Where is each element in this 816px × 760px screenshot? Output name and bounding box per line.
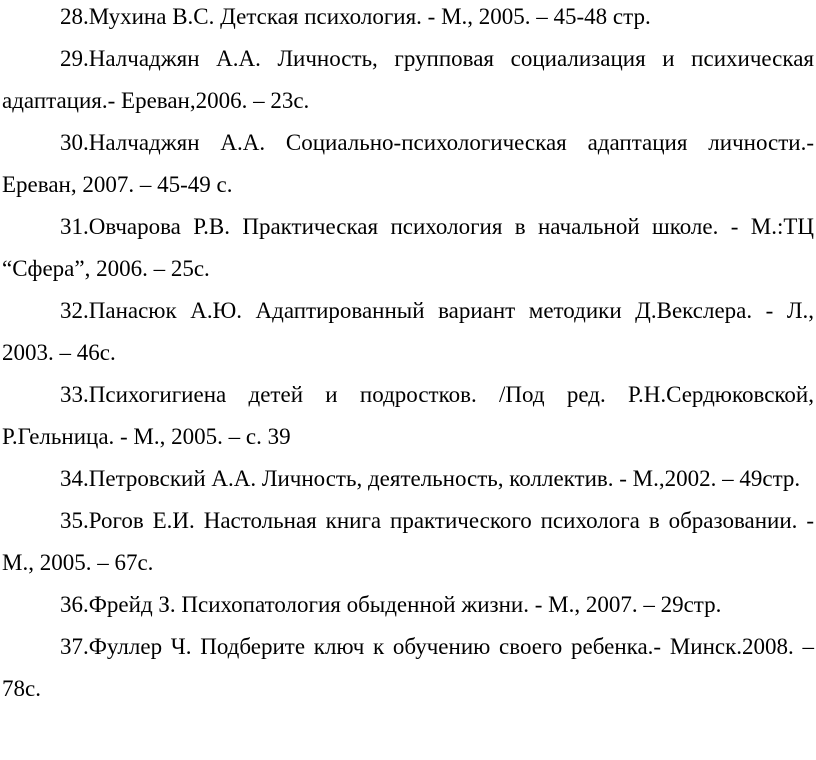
reference-list (2, 0, 814, 710)
reference-item-28: 28.Мухина В.С. Детская психология. - М., 2005. – 45-48 стр. (60, 4, 651, 29)
reference-item-32: 32.Панасюк А.Ю. Адаптированный вариант методики Д.Векслера. - Л., 2003. – 46с. (2, 298, 814, 365)
reference-item-33: 33.Психогигиена детей и подростков. /Под ред. Р.Н.Сердюковской, Р.Гельница. - М., 2005. – с. 39 (2, 382, 814, 449)
reference-item-36: 36.Фрейд З. Психопатология обыденной жизни. - М., 2007. – 29стр. (60, 592, 722, 617)
reference-item-31: 31.Овчарова Р.В. Практическая психология в начальной школе. - М.:ТЦ “Сфера”, 2006. – 25с. (2, 214, 814, 281)
reference-item-37: 37.Фуллер Ч. Подберите ключ к обучению своего ребенка.- Минск.2008. – 78с. (2, 634, 814, 701)
reference-item-30: 30.Налчаджян А.А. Социально-психологическая адаптация личности.- Ереван, 2007. – 45-49 с. (2, 130, 814, 197)
reference-item-29: 29.Налчаджян А.А. Личность, групповая социализация и психическая адаптация.- Ереван,2006. – 23с. (2, 46, 814, 113)
reference-item-34: 34.Петровский А.А. Личность, деятельность, коллектив. - М.,2002. – 49стр. (60, 466, 801, 491)
reference-item-35: 35.Рогов Е.И. Настольная книга практического психолога в образовании. - М., 2005. – 67с. (2, 508, 814, 575)
